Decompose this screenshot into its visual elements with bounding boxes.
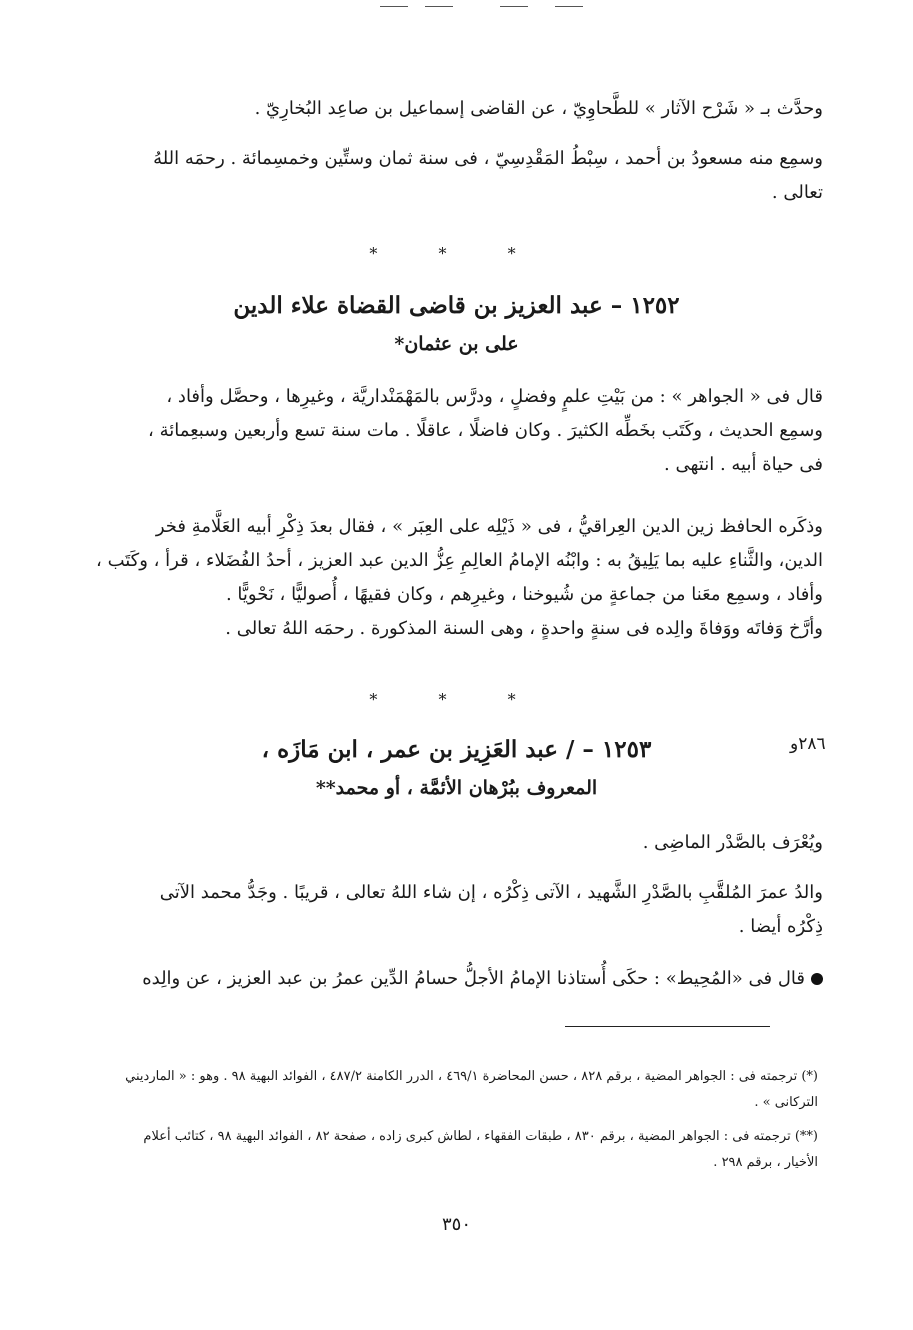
entry-subtitle: المعروف ببُرْهان الأئمَّة ، أو محمد** (315, 777, 598, 799)
paragraph-masud (95, 142, 823, 210)
entry-heading-1253 (170, 730, 743, 806)
entry-title: ١٢٥٢ – عبد العزيز بن قاضى القضاة علاء الدين (233, 292, 680, 319)
text-line: فى حياة أبيه . انتهى . (664, 454, 823, 475)
bullet-icon (811, 973, 823, 985)
footnote-2 (95, 1124, 818, 1176)
page-number: ٣٥٠ (441, 1214, 471, 1235)
text-line-content: قال فى «المُحِيط» : حكَى أُستاذنا الإمامُ الأجلُّ حسامُ الدِّين عمرُ بن عبد العزيز ، عن والِده (142, 968, 805, 989)
text-line: وسمِع الحديث ، وكَتَب بخَطِّه الكثيرَ . وكان فاضلًا ، عاقلًا . مات سنة تسع وأربعين وسبعِمائة ، (148, 420, 823, 441)
paragraph-muhit (95, 962, 823, 996)
text-line: ويُعْرَف بالصَّدْر الماضِى . (642, 832, 823, 853)
text-line: ذِكْرُه أيضا . (738, 916, 823, 937)
entry-subtitle: على بن عثمان* (394, 333, 519, 355)
text-line: وسمِع منه مسعودُ بن أحمد ، سِبْطُ المَقْدِسِيّ ، فى سنة ثمان وستِّين وخمسِمائة . رحمَه اللهُ (153, 148, 823, 169)
section-separator: * * * (369, 690, 544, 709)
text-line: والدُ عمرَ المُلقَّبِ بالصَّدْرِ الشَّهيد ، الآتى ذِكْرُه ، إن شاء اللهُ تعالى ، قريبًا . وجَدُّ محمد الآتى (159, 882, 823, 903)
page-top-marks (380, 6, 610, 10)
footnote-1 (95, 1064, 818, 1116)
text-line: تعالى . (771, 182, 823, 203)
entry-title: ١٢٥٣ – / عبد العَزِيز بن عمر ، ابن مَازَه ، (261, 736, 652, 763)
text-line: وأرَّخ وَفاتَه ووَفاةَ والِده فى سنةٍ واحدةٍ ، وهى السنة المذكورة . رحمَه اللهُ تعالى . (225, 618, 823, 639)
footnote-line: (**) ترجمته فى : الجواهر المضية ، برقم ٨٣٠ ، طبقات الفقهاء ، لطاش كبرى زاده ، صفحة ٨٢ ، الفوائد البهية ٩٨ ، كتائب أعلام (143, 1129, 818, 1144)
paragraph-sadr (95, 826, 823, 860)
paragraph-iraqi (95, 510, 823, 646)
text-line: وأفاد ، وسمِع معَنا من جماعةٍ من شُيوخنا ، وغيرِهم ، وكان فقيهًا ، أُصوليًّا ، نَحْويًّا . (225, 584, 823, 605)
text-line: وحدَّث بـ « شَرْح الآثار » للطَّحاوِيّ ، عن القاضى إسماعيل بن صاعِد البُخارِيّ . (254, 98, 823, 119)
footnote-line: الأخيار ، برقم ٢٩٨ . (713, 1155, 818, 1170)
section-separator: * * * (369, 244, 544, 263)
text-line: وذكَره الحافظ زين الدين العِراقيُّ ، فى « ذَيْلِه على العِبَر » ، فقال بعدَ ذِكْرِ أبيه العَلَّامةِ فخر (155, 516, 823, 537)
footnote-line: التركانى » . (754, 1095, 818, 1110)
footnote-divider (565, 1026, 770, 1027)
paragraph-umar (95, 876, 823, 944)
text-line (95, 962, 823, 996)
footnote-line: (*) ترجمته فى : الجواهر المضية ، برقم ٨٢٨ ، حسن المحاضرة ٤٦٩/١ ، الدرر الكامنة ٤٨٧/٢ ، الفوائد البهية ٩٨ . وهو : « المارديني (125, 1069, 818, 1084)
margin-folio-note: ٢٨٦و (790, 734, 826, 754)
paragraph-jawahir (95, 380, 823, 482)
paragraph-tahawi (95, 92, 823, 126)
text-line: قال فى « الجواهر » : من بَيْتِ علمٍ وفضلٍ ، ودرَّس بالمَهْمَنْداريَّة ، وغيرِها ، وحصَّل وأفاد ، (166, 386, 823, 407)
entry-heading-1252 (170, 286, 743, 362)
text-line: الدين، والثَّناءِ عليه بما يَلِيقُ به : وابْنُه الإمامُ العالِمِ عِزُّ الدين عبد العزيز ، أحدُ الفُضَلاء ، قرأ ، وكَتَب ، (96, 550, 823, 571)
